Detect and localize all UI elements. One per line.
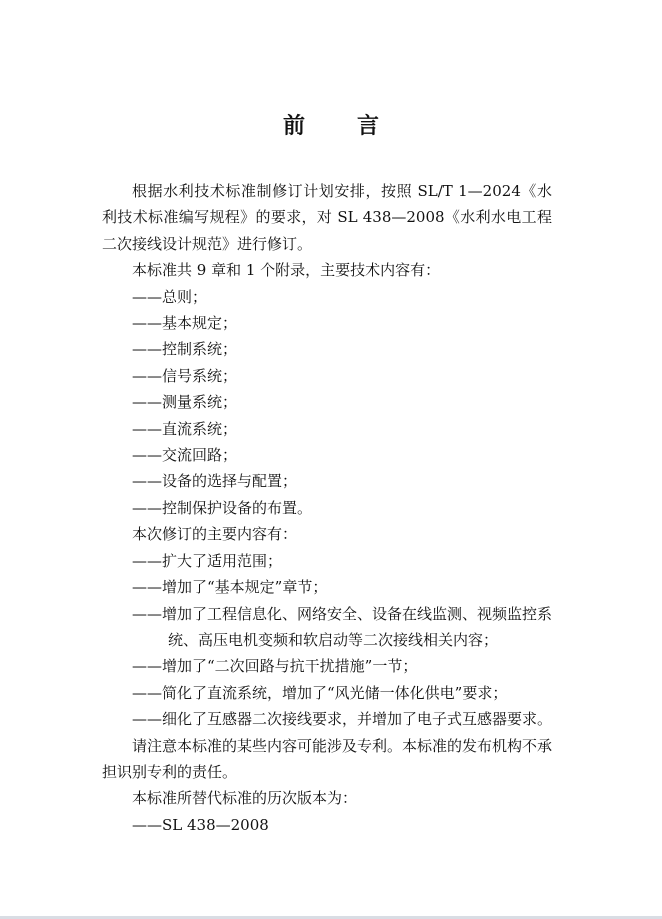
contents-lead: 本标准共 9 章和 1 个附录，主要技术内容有：	[132, 261, 441, 280]
list-item: ——交流回路；	[132, 446, 238, 465]
list-item: ——细化了互感器二次接线要求，并增加了电子式互感器要求。	[132, 710, 553, 729]
list-item: ——信号系统；	[132, 366, 238, 385]
list-item: ——增加了“二次回路与抗干扰措施”一节；	[132, 657, 418, 676]
list-item: ——设备的选择与配置；	[132, 472, 298, 491]
list-item: ——测量系统；	[132, 393, 238, 412]
revision-lead: 本次修订的主要内容有：	[132, 525, 298, 544]
list-item: ——增加了“基本规定”章节；	[132, 578, 328, 597]
list-item: ——基本规定；	[132, 314, 238, 333]
list-item: ——控制保护设备的布置。	[132, 498, 313, 517]
patent-note: 请注意本标准的某些内容可能涉及专利。本标准的发布机构不承担识别专利的责任。	[102, 736, 553, 781]
list-item: ——增加了工程信息化、网络安全、设备在线监测、视频监控系统、高压电机变频和软启动等二次接线相关内容；	[132, 604, 553, 649]
list-item: ——直流系统；	[132, 419, 238, 438]
page-title: 前言	[282, 114, 431, 139]
list-item: ——简化了直流系统，增加了“风光储一体化供电”要求；	[132, 683, 508, 702]
list-item: ——SL 438—2008	[132, 815, 269, 834]
list-item: ——总则；	[132, 287, 208, 306]
preface-body	[102, 178, 552, 838]
intro-paragraph: 根据水利技术标准制修订计划安排，按照 SL/T 1—2024《水利技术标准编写规程》的要求，对 SL 438—2008《水利水电工程二次接线设计规范》进行修订。	[102, 182, 552, 253]
list-item: ——控制系统；	[132, 340, 238, 359]
list-item: ——扩大了适用范围；	[132, 551, 283, 570]
history-lead: 本标准所替代标准的历次版本为：	[132, 789, 358, 808]
